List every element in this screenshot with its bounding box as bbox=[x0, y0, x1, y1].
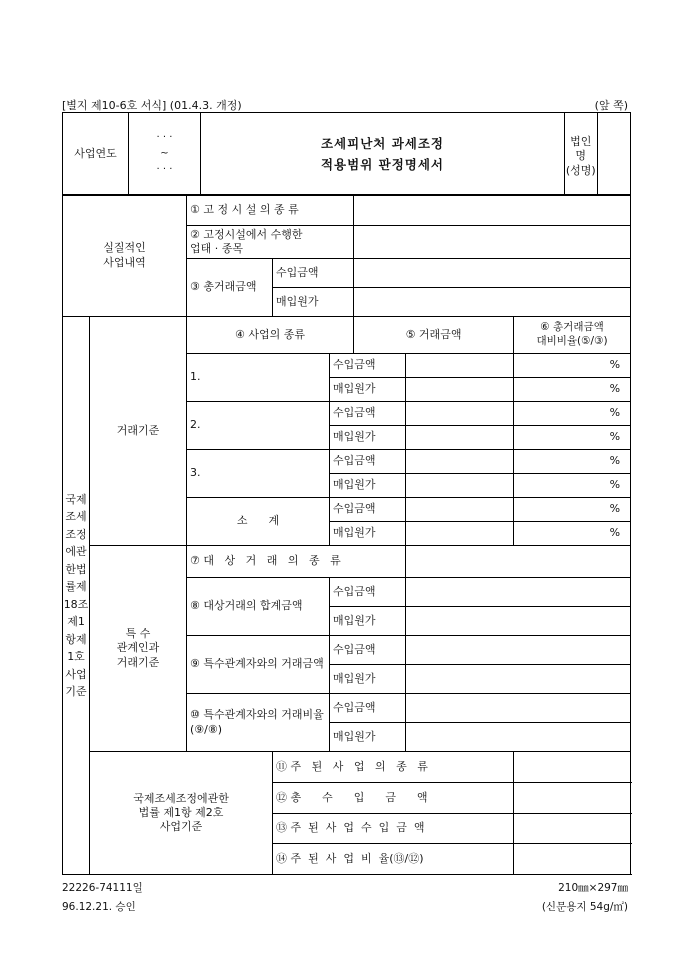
main-business-revenue-value[interactable] bbox=[514, 814, 631, 844]
total-transaction-label: ③ 총거래금액 bbox=[187, 259, 273, 317]
side-legal-label: 국제조세조정에관한법률제18조제1항제1호사업기준 bbox=[63, 317, 90, 875]
related-ratio-label: ⑩ 특수관계자와의 거래비율 (⑨/⑧) bbox=[187, 694, 330, 752]
period-tilde: ~ bbox=[160, 148, 169, 159]
target-total-revenue-label: 수입금액 bbox=[330, 578, 406, 607]
corp-cell bbox=[565, 113, 631, 196]
subtotal-revenue-label: 수입금액 bbox=[330, 498, 406, 522]
main-business-ratio-value[interactable] bbox=[514, 844, 631, 875]
row3-revenue-label: 수입금액 bbox=[330, 450, 406, 474]
page-side: (앞 쪽) bbox=[594, 99, 628, 112]
subtotal-revenue-amount[interactable] bbox=[406, 498, 514, 522]
total-purchase-value[interactable] bbox=[354, 288, 631, 317]
target-total-revenue-value[interactable] bbox=[406, 578, 631, 607]
document-title bbox=[201, 113, 565, 196]
target-transaction-kind-value[interactable] bbox=[406, 546, 631, 578]
row1-revenue-pct[interactable]: % bbox=[514, 354, 631, 378]
business-kind-3[interactable]: 3. bbox=[187, 450, 330, 498]
subtotal-purchase-pct[interactable]: % bbox=[514, 522, 631, 546]
related-ratio-revenue-value[interactable] bbox=[406, 694, 631, 723]
period-start: · · · bbox=[156, 132, 173, 143]
row1-purchase-label: 매입원가 bbox=[330, 378, 406, 402]
main-business-revenue-label: ⑬ 주 된 사 업 수 입 금 액 bbox=[273, 814, 514, 844]
target-transaction-kind-label: ⑦ 대 상 거 래 의 종 류 bbox=[187, 546, 406, 578]
row2-purchase-pct[interactable]: % bbox=[514, 426, 631, 450]
row2-revenue-label: 수입금액 bbox=[330, 402, 406, 426]
year-label: 사업연도 bbox=[63, 113, 129, 196]
title-line2: 적용범위 판정명세서 bbox=[320, 157, 445, 172]
related-amount-purchase-value[interactable] bbox=[406, 665, 631, 694]
row3-purchase-pct[interactable]: % bbox=[514, 474, 631, 498]
total-revenue-d-label: ⑫ 총 수 입 금 액 bbox=[273, 783, 514, 814]
target-total-purchase-label: 매입원가 bbox=[330, 607, 406, 636]
main-business-basis-label: 국제조세조정에관한 법률 제1항 제2호 사업기준 bbox=[90, 752, 273, 875]
row2-revenue-amount[interactable] bbox=[406, 402, 514, 426]
top-table bbox=[62, 112, 631, 196]
related-ratio-purchase-value[interactable] bbox=[406, 723, 631, 752]
target-total-label: ⑧ 대상거래의 합계금액 bbox=[187, 578, 330, 636]
fixed-facility-kind-label: ① 고 정 시 설 의 종 류 bbox=[187, 195, 354, 226]
target-total-purchase-value[interactable] bbox=[406, 607, 631, 636]
form-number: [별지 제10-6호 서식] (01.4.3. 개정) bbox=[62, 99, 242, 112]
period-end: · · · bbox=[156, 164, 173, 175]
paper-type: (신문용지 54g/㎡) bbox=[541, 901, 628, 913]
row3-purchase-amount[interactable] bbox=[406, 474, 514, 498]
related-ratio-revenue-label: 수입금액 bbox=[330, 694, 406, 723]
row3-purchase-label: 매입원가 bbox=[330, 474, 406, 498]
row1-purchase-pct[interactable]: % bbox=[514, 378, 631, 402]
related-amount-purchase-label: 매입원가 bbox=[330, 665, 406, 694]
title-line1: 조세피난처 과세조정 bbox=[320, 136, 445, 151]
total-revenue-value[interactable] bbox=[354, 259, 631, 288]
subtotal-label: 소 계 bbox=[187, 498, 330, 546]
fiscal-period[interactable] bbox=[129, 113, 201, 196]
related-amount-revenue-value[interactable] bbox=[406, 636, 631, 665]
row2-purchase-label: 매입원가 bbox=[330, 426, 406, 450]
row1-revenue-label: 수입금액 bbox=[330, 354, 406, 378]
business-kind-header: ④ 사업의 종류 bbox=[187, 317, 354, 354]
related-amount-revenue-label: 수입금액 bbox=[330, 636, 406, 665]
main-business-ratio-label: ⑭ 주 된 사 업 비 율(⑬/⑫) bbox=[273, 844, 514, 875]
special-relation-label: 특 수 관계인과 거래기준 bbox=[90, 546, 187, 752]
fixed-facility-kind-value[interactable] bbox=[354, 195, 631, 226]
business-kind-2[interactable]: 2. bbox=[187, 402, 330, 450]
form-code: 22226-74111일 bbox=[62, 882, 143, 894]
row3-revenue-amount[interactable] bbox=[406, 450, 514, 474]
subtotal-purchase-label: 매입원가 bbox=[330, 522, 406, 546]
approval-date: 96.12.21. 승인 bbox=[62, 901, 136, 913]
ratio-header: ⑥ 총거래금액 대비비율(⑤/③) bbox=[514, 317, 631, 354]
row3-revenue-pct[interactable]: % bbox=[514, 450, 631, 474]
related-ratio-purchase-label: 매입원가 bbox=[330, 723, 406, 752]
total-revenue-d-value[interactable] bbox=[514, 783, 631, 814]
corp-name-value[interactable] bbox=[598, 113, 631, 195]
related-amount-label: ⑨ 특수관계자와의 거래금액 bbox=[187, 636, 330, 694]
corp-name-label: 법인명 (성명) bbox=[565, 113, 598, 195]
fixed-facility-biz-value[interactable] bbox=[354, 226, 631, 259]
transaction-basis-label: 거래기준 bbox=[90, 317, 187, 546]
subtotal-purchase-amount[interactable] bbox=[406, 522, 514, 546]
main-business-kind-value[interactable] bbox=[514, 752, 631, 783]
row2-revenue-pct[interactable]: % bbox=[514, 402, 631, 426]
fixed-facility-biz-label: ② 고정시설에서 수행한 업태 · 종목 bbox=[187, 226, 354, 259]
real-business-label: 실질적인 사업내역 bbox=[63, 195, 187, 317]
business-kind-1[interactable]: 1. bbox=[187, 354, 330, 402]
total-purchase-label: 매입원가 bbox=[273, 288, 354, 317]
main-business-kind-label: ⑪ 주 된 사 업 의 종 류 bbox=[273, 752, 514, 783]
row2-purchase-amount[interactable] bbox=[406, 426, 514, 450]
subtotal-revenue-pct[interactable]: % bbox=[514, 498, 631, 522]
main-table bbox=[62, 194, 631, 875]
paper-size: 210㎜×297㎜ bbox=[558, 882, 628, 894]
total-revenue-label: 수입금액 bbox=[273, 259, 354, 288]
row1-purchase-amount[interactable] bbox=[406, 378, 514, 402]
transaction-amount-header: ⑤ 거래금액 bbox=[354, 317, 514, 354]
row1-revenue-amount[interactable] bbox=[406, 354, 514, 378]
